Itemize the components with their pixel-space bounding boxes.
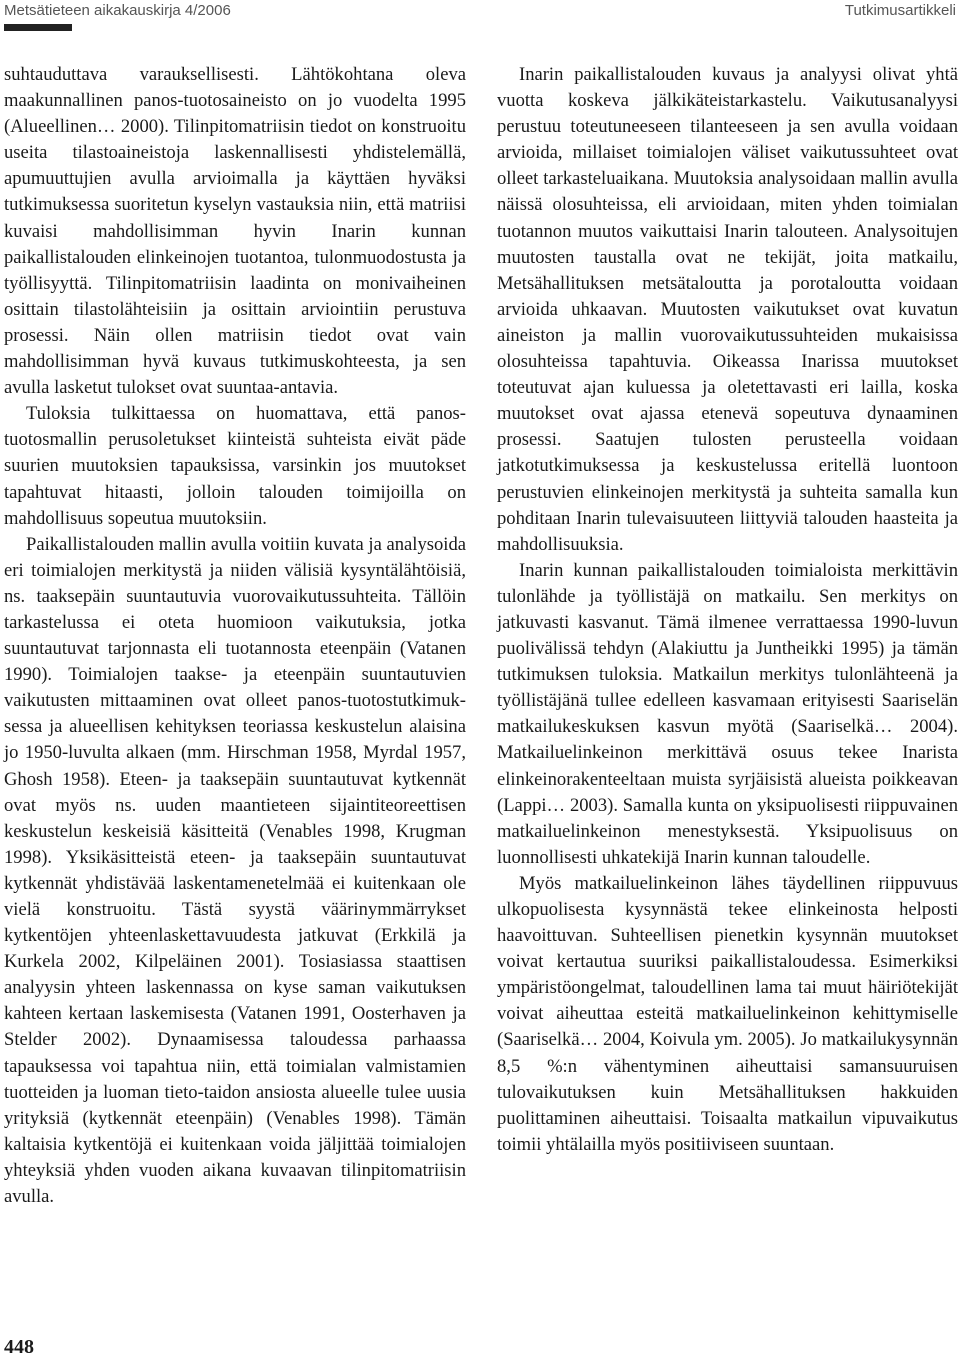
left-paragraph-2: Tuloksia tulkittaessa on huomattava, että panostuotosmallin perusoletukset kiinteistä suhteista eivät päde suurien muutoksien tapauksissa, varsinkin jos muutokset tapahtuvat hitaasti, jolloin talouden toimijoilla on mahdollisuus sopeutua muutoksiin.	[4, 403, 466, 529]
left-column	[4, 62, 466, 1210]
journal-name: Metsätieteen aikakauskirja 4/2006	[4, 2, 231, 19]
section-label: Tutkimusartikkeli	[844, 2, 956, 19]
running-header	[0, 0, 960, 22]
header-rule	[4, 24, 72, 31]
right-paragraph-2: Inarin kunnan paikallistalouden toimialoista merkittävin tulonlähde ja työllistäjä on matkailu. Sen merkitys on jatkuvasti kasvanut. Tämä ilmenee verrattaessa 1990-luvun puolivälissä tehdyn (Alakiuttu ja Juntheikki 1995) ja tämän tutkimuksen tuloksia. Matkailun merkitys tulonlähteenä ja työllistäjänä tullee edelleen kasvamaan erityisesti Saariselän matkailukeskuksen kasvun myötä (Saariselkä… 2004). Matkailuelinkeinon merkittävä osuus tekee Inarista elinkeinorakenteeltaan muista syrjäisistä alueista poikkeavan (Lappi… 2003). Samalla kunta on yksipuolisesti riippuvainen matkailuelinkeinon menestyksestä. Yksipuolisuus on luonnollisesti uhkatekijä Inarin kunnan taloudelle.	[497, 559, 958, 868]
page-number: 448	[4, 1336, 34, 1358]
right-paragraph-1: Inarin paikallistalouden kuvaus ja analyysi olivat yhtä vuotta koskeva jälkikäteistarkastelu. Vaikutusanalyysi perustuu toteutuneeseen tilanteeseen ja sen avulla voidaan arvioida, millaiset toimialojen väliset vaikutussuhteet ovat olleet tarkasteluaikana. Muutoksia analysoidaan mallin avulla näissä olosuhteissa, eli arvioidaan, miten yhden toimialan tuotannon muutos vaikuttaisi Inarin talouteen. Analysoitujen muutosten taustalla ovat ne tekijät, joita matkailu, Metsähallituksen metsätaloutta ja porotaloutta voidaan arvioida uhkaavan. Muutosten vaikutukset ovat kuvatun aineiston ja mallin vuorovaikutussuhteiden mukaisissa olosuhteissa tapahtuvia. Oikeassa Inarissa muutokset toteutuvat ajan kuluessa ja oletettavasti eri lailla, koska muutokset ovat ajassa etenevä sopeutuva dynaaminen prosessi. Saatujen tulosten perusteella voidaan jatkotutkimuksessa ja keskustelussa eritellä luontoon perustuvien elinkeinojen merkitystä ja suhteita samalla kun pohditaan Inarin tulevaisuuteen liittyviä talouden haasteita ja mahdollisuuksia.	[497, 64, 958, 555]
right-paragraph-3: Myös matkailuelinkeinon lähes täydellinen riippuvuus ulkopuolisesta kysynnästä tekee elinkeinosta helposti haavoittuvan. Suhteellisen pienetkin kysynnän muutokset voivat kertautua suuriksi paikallistaloudessa. Esimerkiksi ympäristöongelmat, taloudellinen lama tai muut häiriötekijät voivat aiheuttaa esteitä matkailuelinkeinon kehittymiselle (Saariselkä… 2004, Koivula ym. 2005). Jo matkailukysynnän 8,5 %:n vähentyminen aiheuttaisi samansuuruisen tulovaikutuksen kuin Metsähallituksen hakkuiden puolittaminen aiheuttaisi. Toisaalta matkailun vipuvaikutus toimii yhtälailla myös positiiviseen suuntaan.	[497, 872, 958, 1155]
right-column	[497, 62, 958, 1158]
left-paragraph-3: Paikallistalouden mallin avulla voitiin kuvata ja analysoida eri toimialojen merkitystä ja niiden välisiä kysyntälähtöisiä, ns. taaksepäin suuntautuvia vuorovaikutussuhteita. Tällöin tarkastelussa ei oteta huomioon vaikutuksia, jotka suuntautuvat tarjonnasta eli tuotannosta eteenpäin (Vatanen 1990). Toimialojen taakse- ja eteenpäin suuntautuvien vaikutusten mittaaminen ovat olleet panos-tuotostutkimuksessa ja alueellisen kehityksen teoriassa keskustelun alaisina jo 1950-luvulta alkaen (mm. Hirschman 1958, Myrdal 1957, Ghosh 1958). Eteen- ja taaksepäin suuntautuvat kytkennät ovat myös ns. uuden maantieteen sijaintiteoreettisen keskustelun keskeisiä käsitteitä (Venables 1998, Krugman 1998). Yksikäsitteistä eteen- ja taaksepäin suuntautuvat kytkennät yhdistävää laskentamenetelmää ei kuitenkaan ole vielä konstruoitu. Tästä syystä väärinymmärrykset kytkentöjen yhteenlaskettavuudesta jatkuvat (Erkkilä ja Kurkela 2002, Kilpeläinen 2001). Tosiasiassa staattisen analyysin yhteen laskennassa on kyse saman vaikutuksen kahteen kertaan laskemisesta (Vatanen 1991, Oosterhaven ja Stelder 2002). Dynaamisessa taloudessa parhaassa tapauksessa voi tapahtua niin, että toimialan valmistamien tuotteiden ja luoman tieto-taidon ansiosta alueelle tulee uusia yrityksiä (kytkennät eteenpäin) (Venables 1998). Tämän kaltaisia kytkentöjä ei kuitenkaan voida jäljittää toimialojen yhteyksiä yhden vuoden aikana kuvaavan tilinpitomatriisin avulla.	[4, 533, 466, 1208]
left-paragraph-1: suhtauduttava varauksellisesti. Lähtökohtana oleva maakunnallinen panos-tuotosaineisto on jo vuodelta 1995 (Alueellinen… 2000). Tilinpitomatriisin tiedot on konstruoitu useita tilastoaineistoja laskennallisesti yhdistelemällä, apumuuttujien avulla arvioimalla ja käyttäen hyväksi tutkimuksessa suoritetun kyselyn vastauksia niin, että matriisi kuvaisi mahdollisimman hyvin Inarin kunnan paikallistalouden elinkeinojen tuotantoa, tulonmuodostusta ja työllisyyttä. Tilinpitomatriisin laadinta on monivaiheinen osittain tilastolähteisiin ja osittain arviointiin perustuva prosessi. Näin ollen matriisin tiedot ovat vain mahdollisimman hyvä kuvaus tutkimuskohteesta, ja sen avulla lasketut tulokset ovat suuntaa-antavia.	[4, 64, 466, 399]
